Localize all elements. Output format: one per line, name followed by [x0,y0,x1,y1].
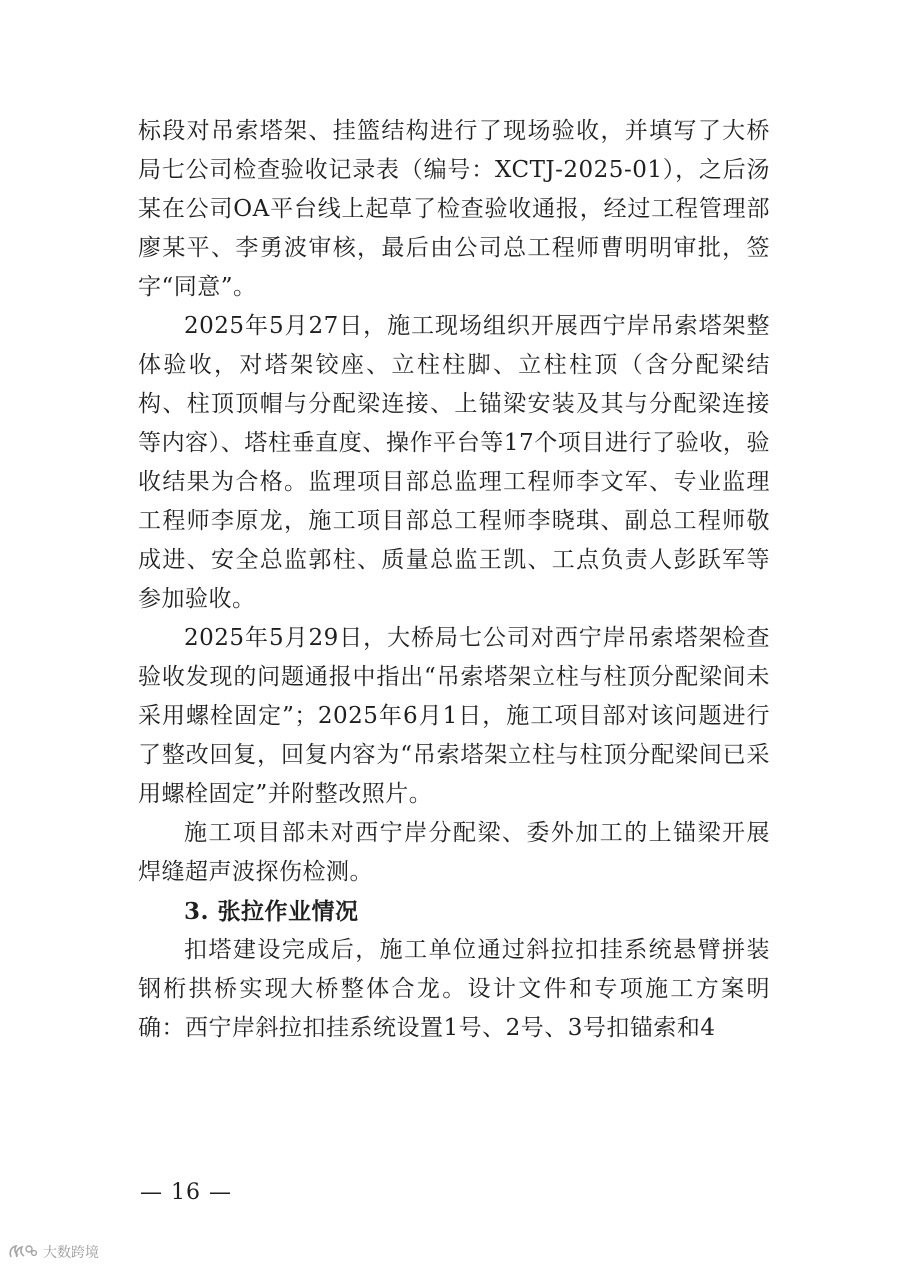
paragraph-3: 2025年5月29日，大桥局七公司对西宁岸吊索塔架检查验收发现的问题通报中指出“吊索塔架立柱与柱顶分配梁间未采用螺栓固定”；2025年6月1日，施工项目部对该问题进行了整改回复，回复内容为“吊索塔架立柱与柱顶分配梁间已采用螺栓固定”并附整改照片。 [138,625,770,807]
page-number: — 16 — [140,1180,232,1205]
watermark-text: 大数跨境 [43,1245,99,1261]
watermark [8,1242,99,1262]
document-body [138,112,770,1048]
logo-mark-icon [8,1243,38,1261]
paragraph-1: 标段对吊索塔架、挂篮结构进行了现场验收，并填写了大桥局七公司检查验收记录表（编号：XCTJ-2025-01），之后汤某在公司OA平台线上起草了检查验收通报，经过工程管理部廖某平、李勇波审核，最后由公司总工程师曹明明审批，签字“同意”。 [138,118,770,300]
paragraph-4: 施工项目部未对西宁岸分配梁、委外加工的上锚梁开展焊缝超声波探伤检测。 [138,820,770,885]
paragraph-2: 2025年5月27日，施工现场组织开展西宁岸吊索塔架整体验收，对塔架铰座、立柱柱脚、立柱柱顶（含分配梁结构、柱顶顶帽与分配梁连接、上锚梁安装及其与分配梁连接等内容）、塔柱垂直度、操作平台等17个项目进行了验收，验收结果为合格。监理项目部总监理工程师李文军、专业监理工程师李原龙，施工项目部总工程师李晓琪、副总工程师敬成进、安全总监郭柱、质量总监王凯、工点负责人彭跃军等参加验收。 [138,313,770,612]
section-heading: 3. 张拉作业情况 [184,898,359,925]
paragraph-5: 扣塔建设完成后，施工单位通过斜拉扣挂系统悬臂拼装钢桁拱桥实现大桥整体合龙。设计文件和专项施工方案明确：西宁岸斜拉扣挂系统设置1号、2号、3号扣锚索和4 [138,937,770,1041]
